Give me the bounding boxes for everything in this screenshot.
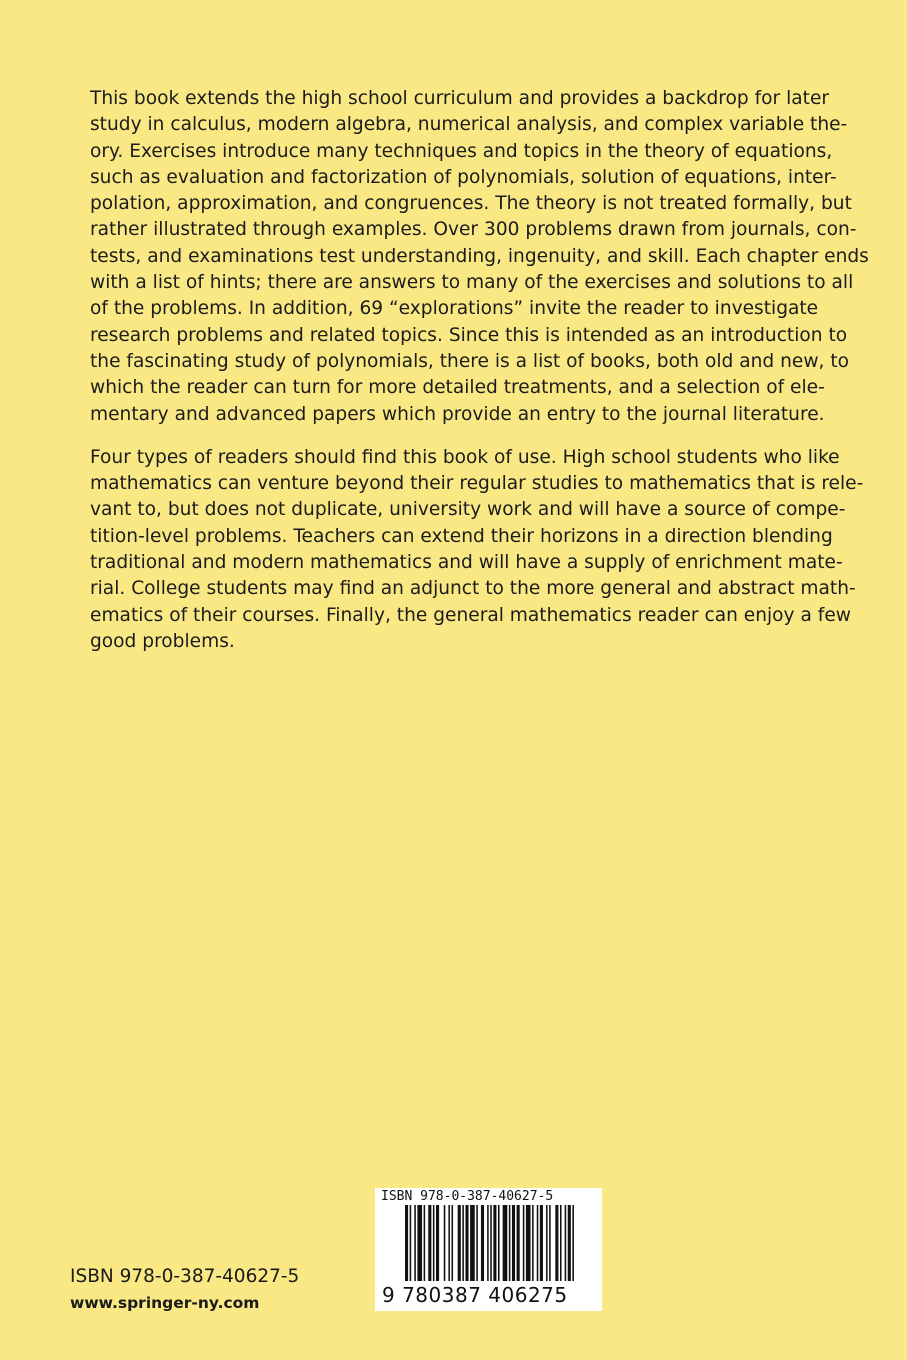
paragraph-line: research problems and related topics. Since this is intended as an introduction to <box>90 324 848 346</box>
back-cover-blurb <box>90 86 869 655</box>
barcode-bar <box>433 1205 435 1281</box>
paragraph-line: good problems. <box>90 630 235 652</box>
paragraph-line: ematics of their courses. Finally, the general mathematics reader can enjoy a few <box>90 604 851 626</box>
blurb-paragraph-2 <box>90 445 864 655</box>
barcode-bar <box>568 1205 571 1281</box>
barcode-bars <box>375 1205 602 1283</box>
barcode-bar <box>444 1205 446 1281</box>
barcode-bar <box>462 1205 464 1281</box>
paragraph-line: ory. Exercises introduce many techniques and topics in the theory of equations, <box>90 140 833 162</box>
barcode-bar <box>448 1205 450 1281</box>
barcode-bar <box>470 1205 475 1281</box>
barcode-bar <box>458 1205 461 1281</box>
publisher-website: www.springer-ny.com <box>70 1294 260 1312</box>
paragraph-line: This book extends the high school curriculum and provides a backdrop for later <box>90 88 830 109</box>
paragraph-line: polation, approximation, and congruences. The theory is not treated formally, but <box>90 193 852 215</box>
paragraph-line: Four types of readers should find this book of use. High school students who like <box>90 446 840 468</box>
paragraph-line: which the reader can turn for more detailed treatments, and a selection of ele- <box>90 377 825 399</box>
barcode-bar <box>490 1205 492 1281</box>
barcode-digits: 9 780387 406275 <box>382 1283 568 1307</box>
barcode-isbn-label: ISBN 978-0-387-40627-5 <box>381 1189 554 1204</box>
paragraph-line: rial. College students may find an adjunct to the more general and abstract math- <box>90 578 856 600</box>
barcode-bar <box>572 1205 574 1281</box>
barcode-bar <box>523 1205 525 1281</box>
paragraph-line: such as evaluation and factorization of polynomials, solution of equations, inter- <box>90 166 837 188</box>
barcode-bar <box>476 1205 478 1281</box>
barcode-bar <box>517 1205 520 1281</box>
blurb-paragraph-1 <box>90 86 869 428</box>
barcode-bar <box>549 1205 551 1281</box>
barcode-bar <box>405 1205 408 1281</box>
barcode-bar <box>481 1205 484 1281</box>
barcode-bar <box>503 1205 508 1281</box>
paragraph-line: study in calculus, modern algebra, numerical analysis, and complex variable the- <box>90 114 848 136</box>
barcode-bar <box>417 1205 422 1281</box>
paragraph-line: mathematics can venture beyond their regular studies to mathematics that is rele- <box>90 473 864 495</box>
barcode-bar <box>487 1205 489 1281</box>
barcode-bar <box>560 1205 562 1281</box>
barcode-bar <box>498 1205 500 1281</box>
paragraph-line: vant to, but does not duplicate, university work and will have a source of compe- <box>90 499 846 521</box>
paragraph-line: with a list of hints; there are answers to many of the exercises and solutions to all <box>90 272 854 294</box>
paragraph-line: of the problems. In addition, 69 “explorations” invite the reader to investigate <box>90 298 819 320</box>
paragraph-line: the fascinating study of polynomials, there is a list of books, both old and new, to <box>90 350 850 372</box>
barcode-bar <box>424 1205 426 1281</box>
barcode-bar <box>526 1205 531 1281</box>
barcode-bar <box>546 1205 548 1281</box>
paragraph-line: tition-level problems. Teachers can extend their horizons in a direction blending <box>90 525 833 547</box>
barcode-bar <box>452 1205 454 1281</box>
barcode-bar <box>509 1205 511 1281</box>
barcode <box>375 1188 602 1311</box>
barcode-bar <box>465 1205 468 1281</box>
barcode-bar <box>436 1205 439 1281</box>
barcode-bar <box>532 1205 534 1281</box>
paragraph-line: rather illustrated through examples. Over 300 problems drawn from journals, con- <box>90 219 857 241</box>
isbn-label: ISBN 978-0-387-40627-5 <box>70 1266 300 1287</box>
barcode-bar <box>414 1205 416 1281</box>
paragraph-line: tests, and examinations test understanding, ingenuity, and skill. Each chapter ends <box>90 245 869 267</box>
barcode-bar <box>555 1205 558 1281</box>
barcode-bar <box>493 1205 496 1281</box>
barcode-bar <box>537 1205 539 1281</box>
paragraph-line: mentary and advanced papers which provide an entry to the journal literature. <box>90 403 825 425</box>
barcode-bar <box>428 1205 431 1281</box>
barcode-bar <box>512 1205 515 1281</box>
barcode-bar <box>410 1205 412 1281</box>
paragraph-line: traditional and modern mathematics and will have a supply of enrichment mate- <box>90 552 843 574</box>
barcode-bar <box>565 1205 567 1281</box>
barcode-bar <box>540 1205 543 1281</box>
